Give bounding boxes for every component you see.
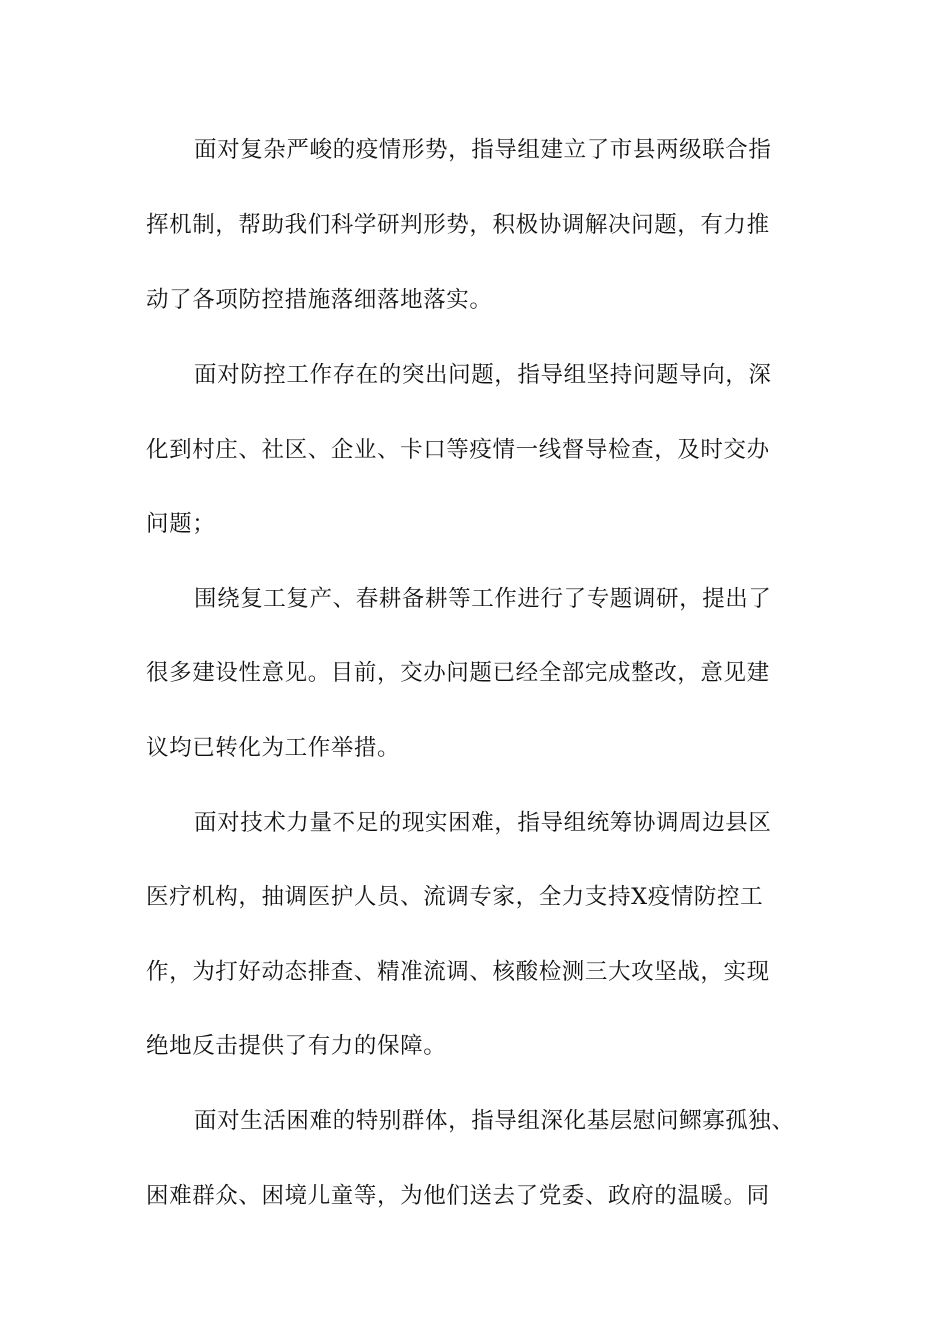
paragraph-2-line-1: 面对防控工作存在的突出问题，指导组坚持问题导向，深 <box>194 362 772 388</box>
paragraph-1-line-2: 挥机制，帮助我们科学研判形势，积极协调解决问题，有力推 <box>146 212 770 238</box>
paragraph-2-line-2: 化到村庄、社区、企业、卡口等疫情一线督导检查，及时交办 <box>146 437 770 463</box>
paragraph-3-line-1: 围绕复工复产、春耕备耕等工作进行了专题调研，提出了 <box>194 586 772 612</box>
paragraph-5-line-1: 面对生活困难的特别群体，指导组深化基层慰问鳏寡孤独、 <box>194 1108 795 1134</box>
paragraph-4-line-4: 绝地反击提供了有力的保障。 <box>146 1033 447 1059</box>
paragraph-5-line-2: 困难群众、困境儿童等，为他们送去了党委、政府的温暖。同 <box>146 1183 770 1209</box>
paragraph-1-line-1: 面对复杂严峻的疫情形势，指导组建立了市县两级联合指 <box>194 137 772 163</box>
paragraph-2-line-3: 问题； <box>146 511 216 537</box>
paragraph-3-line-3: 议均已转化为工作举措。 <box>146 735 401 761</box>
paragraph-4-line-2: 医疗机构，抽调医护人员、流调专家，全力支持X疫情防控工 <box>146 884 764 910</box>
paragraph-3-line-2: 很多建设性意见。目前，交办问题已经全部完成整改，意见建 <box>146 660 770 686</box>
paragraph-1-line-3: 动了各项防控措施落细落地落实。 <box>146 287 493 313</box>
paragraph-4-line-1: 面对技术力量不足的现实困难，指导组统筹协调周边县区 <box>194 810 772 836</box>
paragraph-4-line-3: 作，为打好动态排查、精准流调、核酸检测三大攻坚战，实现 <box>146 959 770 985</box>
